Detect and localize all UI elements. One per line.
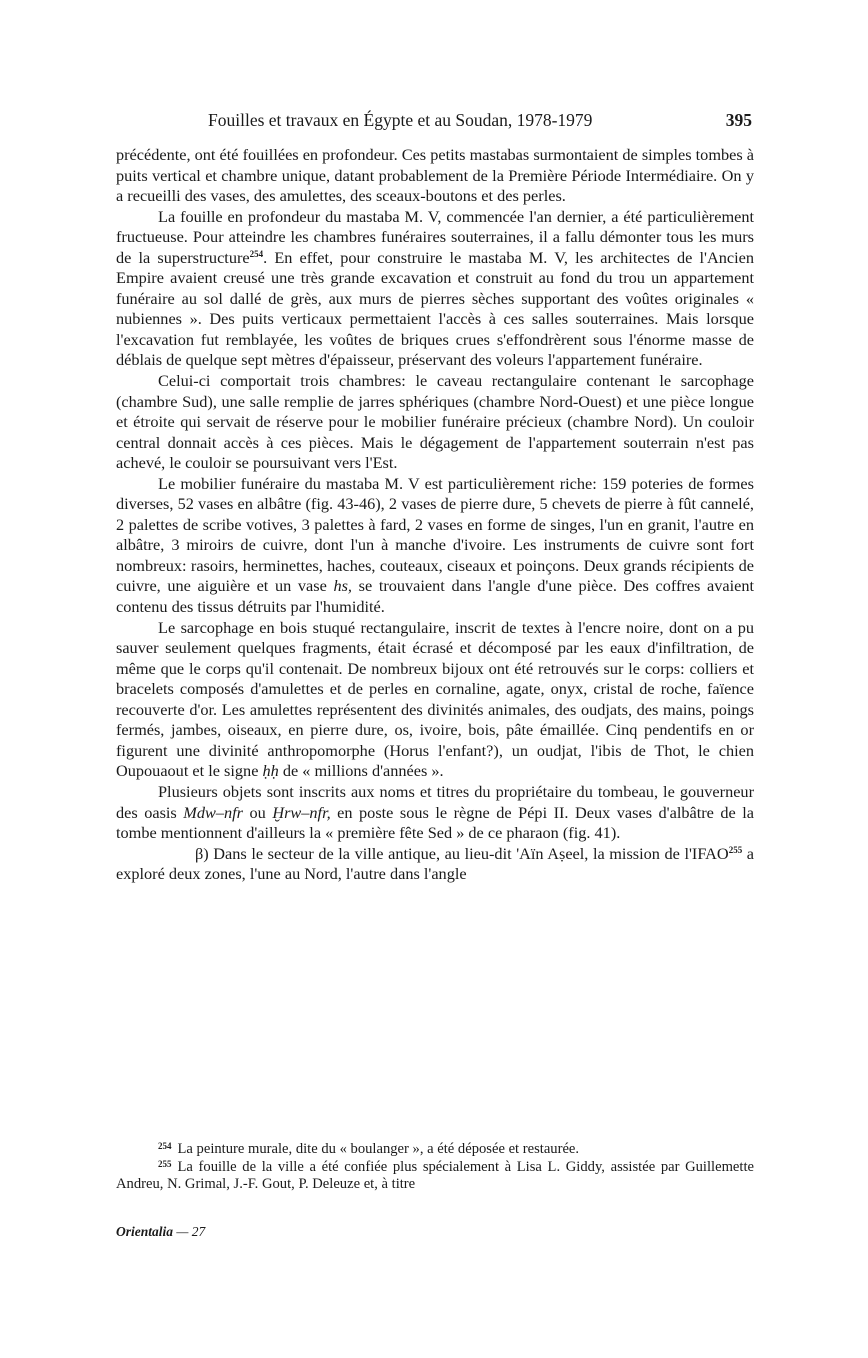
- footnote-ref-255[interactable]: 255: [728, 844, 743, 855]
- transliteration-hrw-nfr: Ḫrw–nfr,: [272, 802, 331, 822]
- paragraph-chambers: Celui-ci comportait trois chambres: le caveau rectangulaire contenant le sarcophage (chambre Sud), une salle remplie de jarres sphériques (chambre Nord-Ouest) et une pièce longue et étroite qui servait de réserve pour le mobilier funéraire précieux (chambre Nord). Un couloir central donnait accès à ces pièces. Mais le dégagement de l'appartement souterrain n'est pas achevé, le couloir se poursuivant vers l'Est.: [116, 371, 754, 473]
- paragraph-inscribed-objects: Plusieurs objets sont inscrits aux noms et titres du propriétaire du tombeau, le gouverneur des oasis Mdw–nfr ou Ḫrw–nfr, en poste sous le règne de Pépi II. Deux vases d'albâtre de la tombe mentionnent d'ailleurs la « première fête Sed » de ce pharaon (fig. 41).: [116, 781, 755, 843]
- footnote-ref-254[interactable]: 254: [249, 248, 264, 259]
- body-text: [116, 145, 754, 885]
- paragraph-sarcophagus: Le sarcophage en bois stuqué rectangulaire, inscrit de textes à l'encre noire, dont on a pu sauver seulement quelques fragments, était écrasé et décomposé par les eaux d'infiltration, de même que le corps qu'il contenait. De nombreux bijoux ont été retrouvés sur le corps: colliers et bracelets composés d'amulettes et de perles en cornaline, agate, onyx, cristal de roche, faïence recouverte d'or. Les amulettes représentent des divinités animales, des oudjats, des mains, poings fermés, jambes, oiseaux, en pierre dure, os, ivoire, bois, pâte émaillée. Cinq pendentifs en or figurent une divinité anthropomorphe (Horus l'enfant?), un oudjat, l'ibis de Thot, le chien Oupouaout et le signe ḥḥ de « millions d'années ».: [116, 617, 754, 781]
- footnote-text: La fouille de la ville a été confiée plus spécialement à Lisa L. Giddy, assistée par Guillemette Andreu, N. Grimal, J.-F. Gout, P. Deleuze et, à titre: [116, 1158, 754, 1192]
- running-title: Fouilles et travaux en Égypte et au Soudan, 1978-1979: [208, 110, 593, 130]
- paragraph-funerary-furniture: Le mobilier funéraire du mastaba M. V est particulièrement riche: 159 poteries de formes diverses, 52 vases en albâtre (fig. 43-46), 2 vases de pierre dure, 5 chevets de pierre à fût cannelé, 2 palettes de scribe votives, 3 palettes à fard, 2 vases en forme de singes, l'un en granit, l'autre en albâtre, 3 miroirs de cuivre, dont l'un à manche d'ivoire. Les instruments de cuivre sont fort nombreux: rasoirs, herminettes, haches, couteaux, ciseaux et poinçons. Deux grands récipients de cuivre, une aiguière et un vase hs, se trouvaient dans l'angle d'une pièce. Des coffres avaient contenu des tissus détruits par l'humidité.: [116, 473, 755, 617]
- journal-name: Orientalia: [116, 1224, 174, 1239]
- paragraph-continued: précédente, ont été fouillées en profondeur. Ces petits mastabas surmontaient de simples tombes à puits vertical et chambre unique, datant probablement de la Première Période Intermédiaire. On y a recueilli des vases, des amulettes, des sceaux-boutons et des perles.: [116, 145, 754, 206]
- transliteration-hh: ḥḥ: [262, 761, 279, 781]
- sheet-number: — 27: [173, 1224, 206, 1239]
- page-number: 395: [725, 110, 752, 130]
- printer-signature: [116, 1224, 205, 1240]
- paragraph-mastaba-excavation: La fouille en profondeur du mastaba M. V, commencée l'an dernier, a été particulièrement fructueuse. Pour atteindre les chambres funéraires souterraines, il a fallu démonter tous les murs de la superstructure$^{254}$. En effet, pour construire le mastaba M. V, les architectes de l'Ancien Empire avaient creusé une très grande excavation et construit au fond du trou un appartement funéraire au sol dallé de grès, aux murs de pierres sèches supportant des voûtes originales « nubiennes ». Des puits verticaux permettaient l'accès à ces salles souterraines. Mais lorsque l'excavation fut remblayée, les voûtes de briques crues s'effondrèrent sous l'énorme masse de déblais de quelque sept mètres d'épaisseur, préservant des voleurs l'appartement funéraire.: [116, 206, 754, 370]
- transliteration-mdw-nfr: Mdw–nfr: [183, 802, 244, 822]
- transliteration-hs: hs,: [333, 576, 352, 596]
- footnote-text: La peinture murale, dite du « boulanger », a été déposée et restaurée.: [177, 1141, 580, 1157]
- footnote-number: 255: [158, 1158, 172, 1169]
- footnote-255: [116, 1159, 754, 1194]
- footnote-number: 254: [158, 1141, 172, 1151]
- paragraph-ancient-city: β) Dans le secteur de la ville antique, au lieu-dit 'Aïn Aṣeel, la mission de l'IFAO$^{255}$ a exploré deux zones, l'une au Nord, l'autre dans l'angle: [116, 843, 754, 884]
- footnote-254: [116, 1141, 754, 1159]
- footnotes: [116, 1141, 754, 1194]
